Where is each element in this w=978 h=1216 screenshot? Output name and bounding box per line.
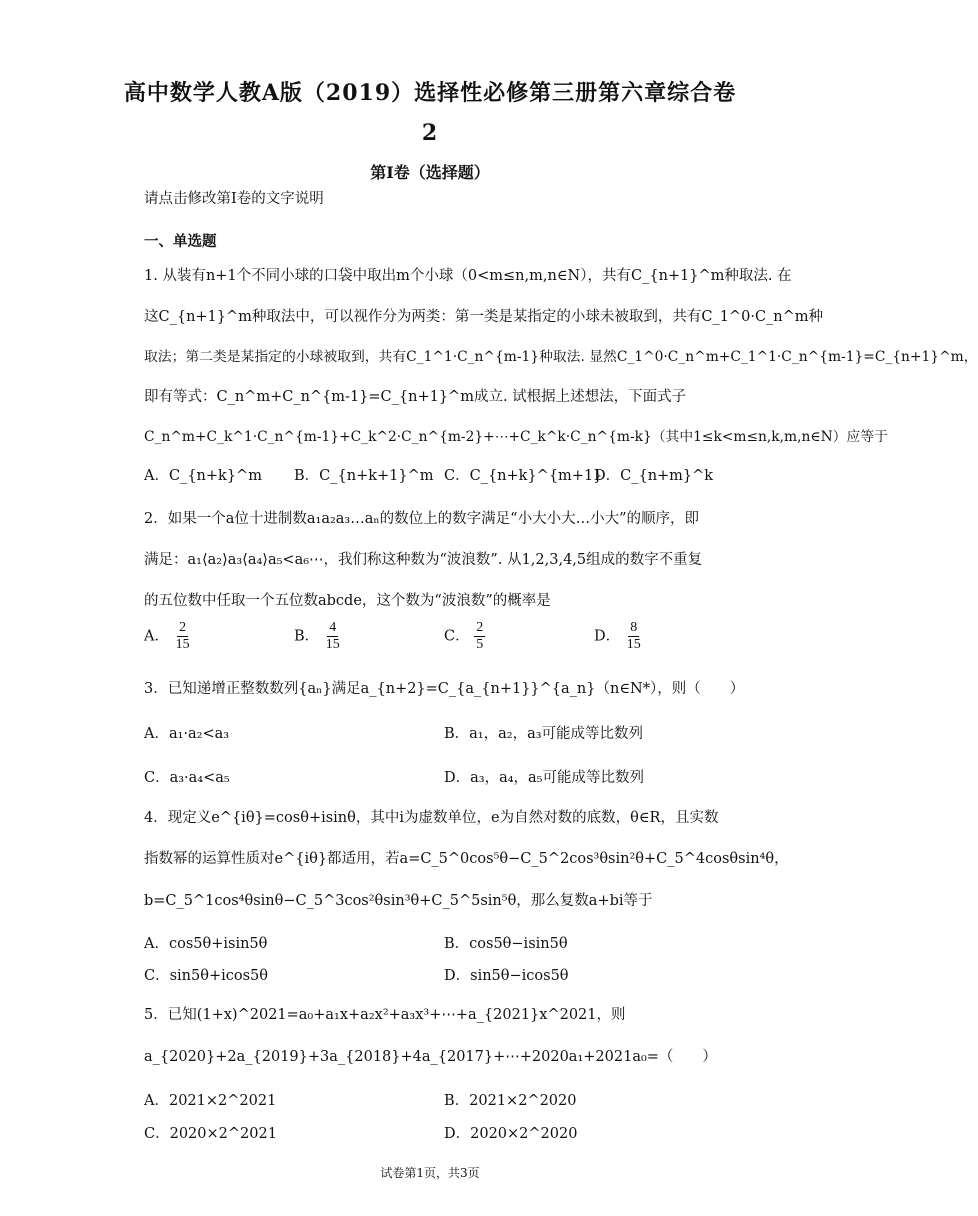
q1-option-c[interactable]: C．C_{n+k}^{m+1} [444,468,603,484]
q2-line1: 2．如果一个a位十进制数a₁a₂a₃…aₙ的数位上的数字满足“小大小大…小大”的顺序，即 [144,511,699,527]
fraction-denominator: 15 [626,637,641,652]
q3-line1: 3．已知递增正整数数列{aₙ}满足a_{n+2}=C_{a_{n+1}}^{a_n}（n∈N*），则（ ） [144,681,745,697]
q1-option-b[interactable]: B．C_{n+k+1}^m [294,468,434,484]
part1-heading: 一、单选题 [144,233,217,250]
q1-line5: C_n^m+C_k^1·C_n^{m-1}+C_k^2·C_n^{m-2}+⋯+C_k^k·C_n^{m-k}（其中1≤k<m≤n,k,m,n∈N）应等于 [144,429,888,445]
section-note[interactable]: 请点击修改第I卷的文字说明 [144,191,324,207]
q2-option-c[interactable] [444,620,485,653]
q5-option-d[interactable]: D．2020×2^2020 [444,1126,578,1142]
q4-option-a[interactable]: A．cos5θ+isin5θ [144,936,268,952]
title-text: 高中数学人教A版（2019）选择性必修第三册第六章综合卷 [123,80,737,106]
page-title-line2 [0,120,860,146]
q3-option-b[interactable]: B．a₁，a₂，a₃可能成等比数列 [444,726,644,742]
q1-line2: 这C_{n+1}^m种取法中，可以视作分为两类：第一类是某指定的小球未被取到，共有C_1^0·C_n^m种 [144,309,824,325]
fraction [625,620,643,653]
q4-line1: 4．现定义e^{iθ}=cosθ+isinθ，其中i为虚数单位，e为自然对数的底数，θ∈R，且实数 [144,810,719,826]
option-label: D． [594,628,621,645]
q4-option-c[interactable]: C．sin5θ+icos5θ [144,968,269,984]
fraction-denominator: 5 [476,637,484,652]
q2-line2: 满足：a₁⟨a₂⟩a₃⟨a₄⟩a₅<a₆⋯，我们称这种数为“波浪数”. 从1,2,3,4,5组成的数字不重复 [144,552,703,568]
fraction-numerator: 8 [630,620,638,635]
fraction [174,620,192,653]
q1-option-d[interactable]: D．C_{n+m}^k [594,468,714,484]
section-title [0,160,860,183]
q4-line3: b=C_5^1cos⁴θsinθ−C_5^3cos²θsin³θ+C_5^5sin⁵θ，那么复数a+bi等于 [144,893,653,909]
q3-option-c[interactable]: C．a₃·a₄<a₅ [144,770,230,786]
q5-line2: a_{2020}+2a_{2019}+3a_{2018}+4a_{2017}+⋯+2020a₁+2021a₀=（ ） [144,1049,717,1065]
option-label: C． [444,628,470,645]
q2-option-b[interactable] [294,620,342,653]
q5-option-c[interactable]: C．2020×2^2021 [144,1126,277,1142]
fraction-numerator: 2 [179,620,187,635]
option-label: B． [294,628,320,645]
section-title-text: 第I卷（选择题） [370,163,490,182]
q3-option-d[interactable]: D．a₃，a₄，a₅可能成等比数列 [444,770,644,786]
option-label: A． [144,628,169,645]
q2-option-a[interactable] [144,620,192,653]
page-title-line1 [0,76,860,107]
q3-option-a[interactable]: A．a₁·a₂<a₃ [144,726,230,742]
q1-line3: 取法；第二类是某指定的小球被取到，共有C_1^1·C_n^{m-1}种取法. 显然C_1^0·C_n^m+C_1^1·C_n^{m-1}=C_{n+1}^m， [144,349,978,365]
q4-option-d[interactable]: D．sin5θ−icos5θ [444,968,569,984]
title-text-2: 2 [421,120,439,146]
q1-line1: 1. 从装有n+1个不同小球的口袋中取出m个小球（0<m≤n,m,n∈N），共有C_{n+1}^m种取法. 在 [144,268,792,284]
fraction [324,620,342,653]
page-footer: 试卷第1页，共3页 [380,1166,480,1180]
fraction-denominator: 15 [175,637,190,652]
q1-option-a[interactable]: A．C_{n+k}^m [144,468,262,484]
q1-line4: 即有等式：C_n^m+C_n^{m-1}=C_{n+1}^m成立. 试根据上述想法，下面式子 [144,389,687,405]
fraction-numerator: 2 [476,620,484,635]
fraction-numerator: 4 [329,620,337,635]
fraction [474,620,485,653]
q2-option-d[interactable] [594,620,643,653]
q4-option-b[interactable]: B．cos5θ−isin5θ [444,936,568,952]
q4-line2: 指数幂的运算性质对e^{iθ}都适用，若a=C_5^0cos⁵θ−C_5^2cos³θsin²θ+C_5^4cosθsin⁴θ， [144,851,789,867]
q5-option-b[interactable]: B．2021×2^2020 [444,1093,577,1109]
q5-option-a[interactable]: A．2021×2^2021 [144,1093,277,1109]
q5-line1: 5．已知(1+x)^2021=a₀+a₁x+a₂x²+a₃x³+⋯+a_{2021}x^2021，则 [144,1007,626,1023]
q2-line3: 的五位数中任取一个五位数abcde，这个数为“波浪数”的概率是 [144,593,551,609]
fraction-denominator: 15 [325,637,340,652]
